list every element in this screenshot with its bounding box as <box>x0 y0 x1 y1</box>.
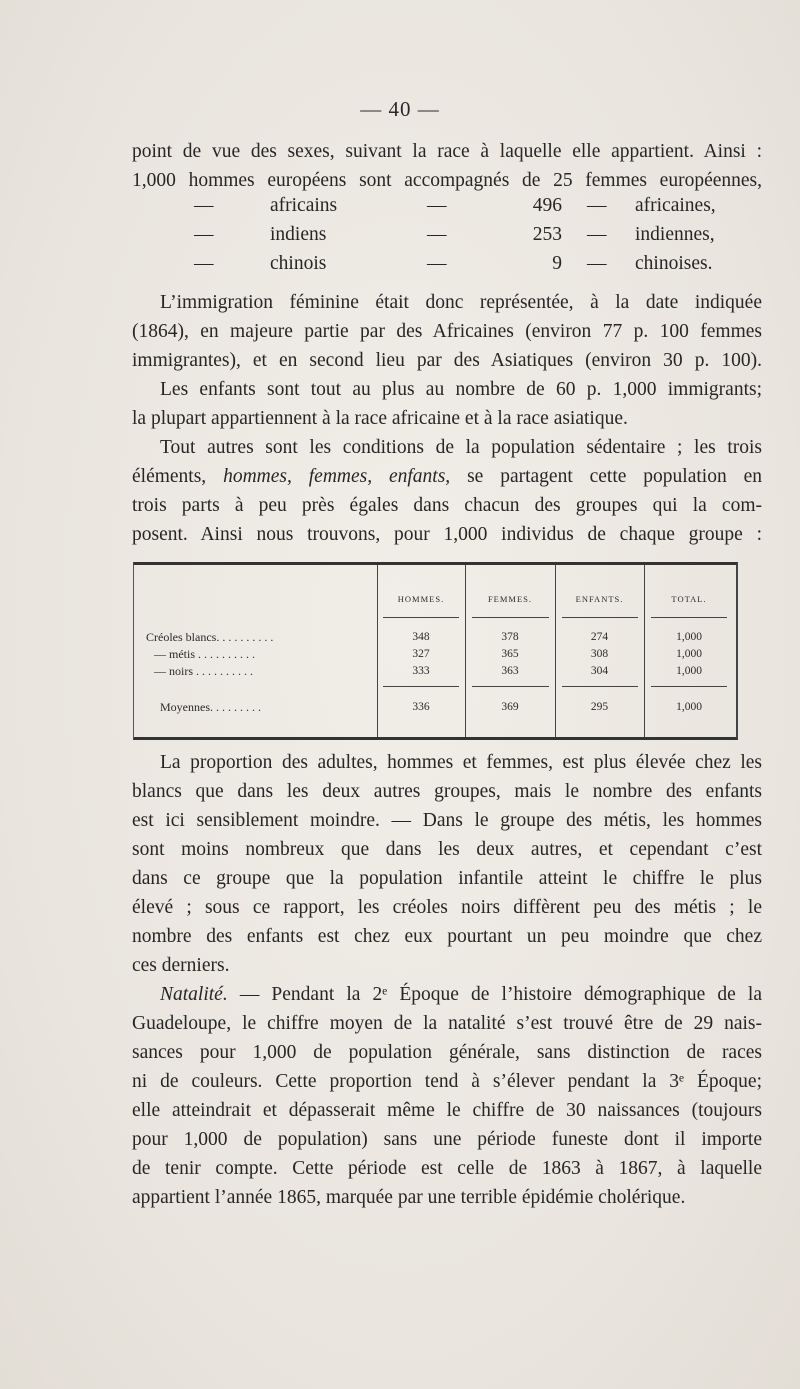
header-hommes: HOMMES. <box>397 594 445 604</box>
dash: — <box>587 224 607 245</box>
row-label: — noirs . . . . . . . . . . <box>154 664 253 678</box>
row-label-average: Moyennes. . . . . . . . . <box>160 700 261 714</box>
paragraph-natalite <box>132 980 762 1212</box>
cell-value: 365 <box>501 648 519 660</box>
race-row-africains <box>132 195 762 224</box>
text-line <box>132 980 762 1009</box>
women-count: 496 <box>532 195 562 216</box>
text-line: L’immigration féminine était donc représentée, à la date indiquée <box>160 292 762 313</box>
women-label: chinoises. <box>635 253 713 274</box>
text-line: ces derniers. <box>132 955 230 976</box>
women-label: indiennes, <box>635 224 715 245</box>
text-line <box>132 462 762 491</box>
text-line: trois parts à peu près égales dans chacun des groupes qui la com- <box>132 495 762 516</box>
text-line: Guadeloupe, le chiffre moyen de la natalité s’est trouvé être de 29 nais- <box>132 1013 762 1034</box>
total-rule <box>472 686 549 687</box>
paragraph-intro <box>132 137 762 195</box>
cell-value: 363 <box>501 665 519 677</box>
text-line: nombre des enfants est chez eux pourtant un peu moindre que chez <box>132 926 762 947</box>
total-rule <box>562 686 638 687</box>
total-rule <box>651 686 727 687</box>
text-line: ni de couleurs. Cette proportion tend à s’élever pendant la 3ᵉ Époque; <box>132 1071 762 1092</box>
dash: — <box>427 253 447 274</box>
cell-value: 348 <box>412 631 430 643</box>
women-count: 253 <box>532 224 562 245</box>
text-line: Les enfants sont tout au plus au nombre de 60 p. 1,000 immigrants; <box>160 379 762 400</box>
text-fragment: — Pendant la 2ᵉ Époque de l’histoire démographique de la <box>227 984 762 1005</box>
text-line: 1,000 hommes européens sont accompagnés de 25 femmes européennes, <box>132 170 762 191</box>
text-line: elle atteindrait et dépasserait même le chiffre de 30 naissances (toujours <box>132 1100 762 1121</box>
women-label: africaines, <box>635 195 716 216</box>
cell-value: 1,000 <box>676 665 702 677</box>
text-line: posent. Ainsi nous trouvons, pour 1,000 individus de chaque groupe : <box>132 524 762 545</box>
race-row-indiens <box>132 224 762 253</box>
row-label: Créoles blancs. . . . . . . . . . <box>146 630 274 644</box>
header-rule <box>472 617 549 618</box>
cell-value: 327 <box>412 648 430 660</box>
page-number: — 40 — <box>360 97 440 121</box>
cell-value: 1,000 <box>676 648 702 660</box>
header-femmes: FEMMES. <box>487 594 533 604</box>
row-label: — métis . . . . . . . . . . <box>154 647 255 661</box>
cell-value: 274 <box>590 631 609 643</box>
header-rule <box>383 617 459 618</box>
dash: — <box>427 224 447 245</box>
cell-value: 369 <box>501 701 519 713</box>
dash: — <box>194 195 214 216</box>
italic-fragment: hommes, femmes, enfants, <box>223 466 451 487</box>
text-line: élevé ; sous ce rapport, les créoles noirs diffèrent peu des métis ; le <box>132 897 762 918</box>
race-label: africains <box>270 195 338 216</box>
text-line: (1864), en majeure partie par des Africaines (environ 77 p. 100 femmes <box>132 321 762 342</box>
header-rule <box>562 617 638 618</box>
section-heading: Natalité. <box>160 984 228 1005</box>
text-line: de tenir compte. Cette période est celle de 1863 à 1867, à laquelle <box>132 1158 762 1179</box>
cell-value: 333 <box>412 665 430 677</box>
text-line: sances pour 1,000 de population générale, sans distinction de races <box>132 1042 762 1063</box>
cell-value: 336 <box>412 701 430 713</box>
cell-value: 308 <box>590 648 609 660</box>
text-line: Tout autres sont les conditions de la population sédentaire ; les trois <box>160 437 762 458</box>
dash: — <box>587 195 607 216</box>
women-count: 9 <box>552 253 562 274</box>
text-line: immigrantes), et en second lieu par des Asiatiques (environ 30 p. 100). <box>132 350 762 371</box>
text-fragment: se partagent cette population en <box>450 466 763 487</box>
header-total: TOTAL. <box>671 594 707 604</box>
total-rule <box>383 686 459 687</box>
paragraph-sedentary <box>132 433 762 549</box>
text-line: dans ce groupe que la population infantile atteint le chiffre le plus <box>132 868 762 889</box>
race-row-chinois <box>132 253 762 282</box>
cell-value: 295 <box>590 701 609 713</box>
text-line: est ici sensiblement moindre. — Dans le groupe des métis, les hommes <box>132 810 762 831</box>
header-enfants: ENFANTS. <box>575 594 624 604</box>
text-line: pour 1,000 de population) sans une période funeste dont il importe <box>132 1129 762 1150</box>
cell-value: 1,000 <box>676 701 702 713</box>
cell-value: 304 <box>590 665 609 677</box>
text-line: blancs que dans les deux autres groupes, mais le nombre des enfants <box>132 781 762 802</box>
dash: — <box>587 253 607 274</box>
race-list <box>132 195 762 282</box>
cell-value: 378 <box>501 631 519 643</box>
race-label: indiens <box>270 224 327 245</box>
text-fragment: éléments, <box>132 466 224 487</box>
population-table <box>133 562 738 740</box>
paragraph-immigration <box>132 288 762 433</box>
text-line: la plupart appartiennent à la race africaine et à la race asiatique. <box>132 408 628 429</box>
paragraph-adults <box>132 748 762 980</box>
text-line: point de vue des sexes, suivant la race à laquelle elle appartient. Ainsi : <box>132 141 762 162</box>
cell-value: 1,000 <box>676 631 702 643</box>
text-line: appartient l’année 1865, marquée par une terrible épidémie cholérique. <box>132 1187 686 1208</box>
text-line: La proportion des adultes, hommes et femmes, est plus élevée chez les <box>160 752 762 773</box>
text-line: sont moins nombreux que dans les deux autres, et cependant c’est <box>132 839 762 860</box>
dash: — <box>427 195 447 216</box>
header-rule <box>651 617 727 618</box>
race-label: chinois <box>270 253 327 274</box>
dash: — <box>194 253 214 274</box>
dash: — <box>194 224 214 245</box>
